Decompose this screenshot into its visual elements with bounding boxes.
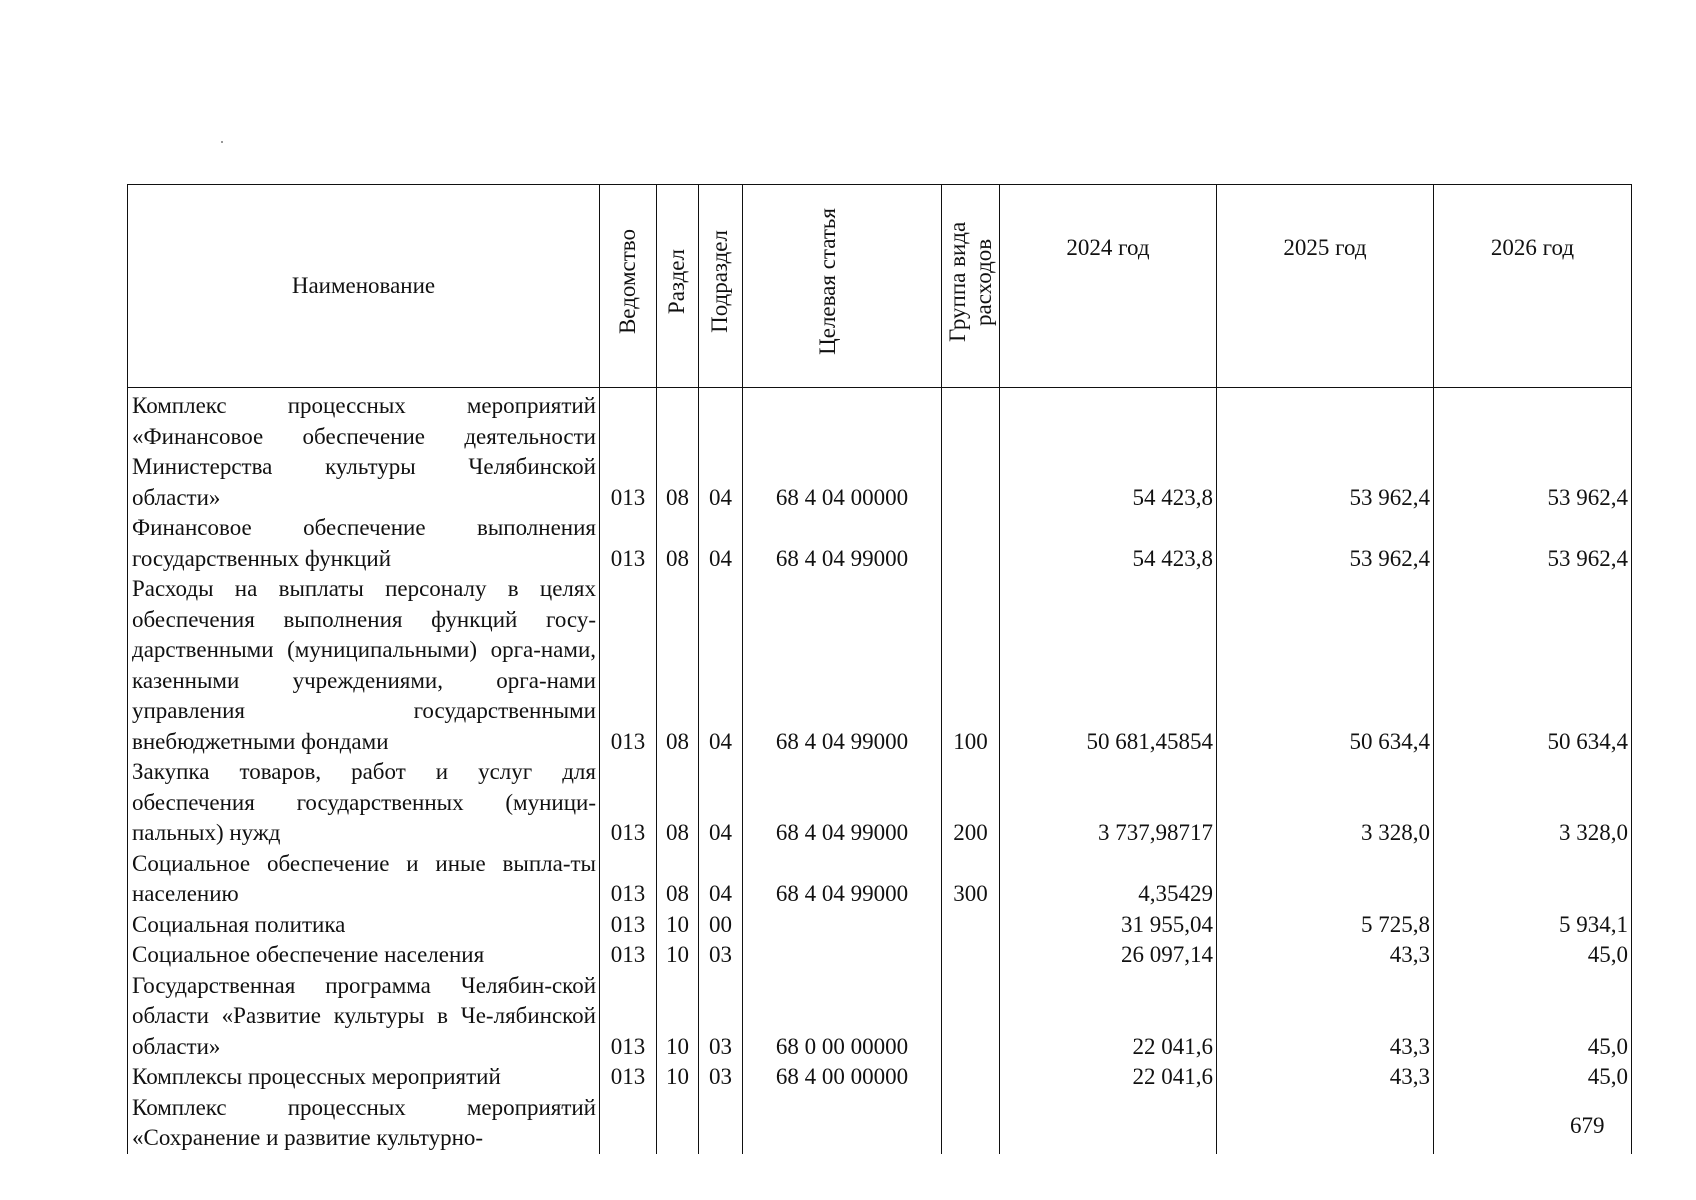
cell-2024: 3 737,98717 [1000, 757, 1217, 849]
cell-2026: 45,0 [1434, 940, 1632, 971]
cell-expense-group [942, 940, 1000, 971]
header-subsection: Подраздел [699, 185, 743, 388]
cell-2025: 53 962,4 [1217, 513, 1434, 574]
cell-ministry: 013 [600, 513, 657, 574]
cell-name: Комплекс процессных мероприятий «Сохранение и развитие культурно- [128, 1093, 600, 1154]
cell-name: Социальное обеспечение и иные выпла-ты населению [128, 849, 600, 910]
cell-ministry: 013 [600, 1062, 657, 1093]
cell-section: 08 [657, 513, 699, 574]
cell-target-article [743, 910, 942, 941]
table-row [128, 574, 1632, 757]
cell-subsection: 04 [699, 757, 743, 849]
table-row [128, 1093, 1632, 1154]
cell-2025 [1217, 1093, 1434, 1154]
cell-ministry: 013 [600, 757, 657, 849]
cell-ministry: 013 [600, 940, 657, 971]
cell-expense-group [942, 1062, 1000, 1093]
page-number: 679 [1570, 1113, 1605, 1138]
cell-section [657, 1093, 699, 1154]
cell-expense-group: 200 [942, 757, 1000, 849]
cell-subsection: 04 [699, 388, 743, 514]
cell-subsection [699, 1093, 743, 1154]
cell-2025: 43,3 [1217, 1062, 1434, 1093]
cell-subsection: 03 [699, 971, 743, 1063]
cell-expense-group: 300 [942, 849, 1000, 910]
cell-subsection: 04 [699, 574, 743, 757]
cell-section: 08 [657, 574, 699, 757]
cell-2025: 53 962,4 [1217, 388, 1434, 514]
cell-subsection: 00 [699, 910, 743, 941]
cell-name: Закупка товаров, работ и услуг для обеспечения государственных (муници-пальных) нужд [128, 757, 600, 849]
header-year-2026: 2026 год [1434, 185, 1632, 388]
table-body [128, 388, 1632, 1154]
cell-2026: 45,0 [1434, 1062, 1632, 1093]
cell-name: Расходы на выплаты персоналу в целях обеспечения выполнения функций госу-дарственными (муниципальными) орга-нами, казенными учреждениями, орга-нами управления государственными внебюджетными фондами [128, 574, 600, 757]
cell-section: 08 [657, 388, 699, 514]
cell-target-article: 68 4 04 99000 [743, 757, 942, 849]
cell-2024: 22 041,6 [1000, 1062, 1217, 1093]
table-row [128, 388, 1632, 514]
header-ministry: Ведомство [600, 185, 657, 388]
cell-2025: 43,3 [1217, 940, 1434, 971]
header-name: Наименование [128, 185, 600, 388]
cell-section: 10 [657, 971, 699, 1063]
cell-2025: 43,3 [1217, 971, 1434, 1063]
cell-expense-group [942, 388, 1000, 514]
table-header-row [128, 185, 1632, 388]
cell-2026 [1434, 849, 1632, 910]
cell-name: Комплексы процессных мероприятий [128, 1062, 600, 1093]
cell-2026: 53 962,4 [1434, 388, 1632, 514]
cell-target-article [743, 1093, 942, 1154]
cell-2025: 5 725,8 [1217, 910, 1434, 941]
cell-expense-group [942, 910, 1000, 941]
cell-section: 10 [657, 910, 699, 941]
table-row [128, 513, 1632, 574]
cell-2024: 22 041,6 [1000, 971, 1217, 1063]
cell-2024: 4,35429 [1000, 849, 1217, 910]
scan-speck [221, 141, 223, 143]
header-target-article: Целевая статья [743, 185, 942, 388]
header-year-2024: 2024 год [1000, 185, 1217, 388]
cell-2024: 50 681,45854 [1000, 574, 1217, 757]
cell-target-article: 68 0 00 00000 [743, 971, 942, 1063]
header-year-2025: 2025 год [1217, 185, 1434, 388]
cell-subsection: 03 [699, 1062, 743, 1093]
cell-target-article: 68 4 04 99000 [743, 849, 942, 910]
cell-subsection: 03 [699, 940, 743, 971]
cell-target-article [743, 940, 942, 971]
cell-ministry: 013 [600, 971, 657, 1063]
cell-target-article: 68 4 04 00000 [743, 388, 942, 514]
cell-expense-group [942, 513, 1000, 574]
cell-subsection: 04 [699, 513, 743, 574]
table-row [128, 1062, 1632, 1093]
header-section: Раздел [657, 185, 699, 388]
cell-expense-group: 100 [942, 574, 1000, 757]
cell-2024: 31 955,04 [1000, 910, 1217, 941]
cell-ministry: 013 [600, 574, 657, 757]
cell-name: Социальная политика [128, 910, 600, 941]
budget-table [127, 184, 1632, 1154]
table-row [128, 971, 1632, 1063]
cell-2026: 50 634,4 [1434, 574, 1632, 757]
cell-section: 10 [657, 1062, 699, 1093]
cell-name: Комплекс процессных мероприятий «Финансовое обеспечение деятельности Министерства культуры Челябинской области» [128, 388, 600, 514]
cell-ministry: 013 [600, 910, 657, 941]
cell-target-article: 68 4 00 00000 [743, 1062, 942, 1093]
cell-expense-group [942, 971, 1000, 1063]
cell-target-article: 68 4 04 99000 [743, 513, 942, 574]
cell-name: Финансовое обеспечение выполнения государственных функций [128, 513, 600, 574]
table-row [128, 910, 1632, 941]
table-row [128, 849, 1632, 910]
cell-ministry: 013 [600, 849, 657, 910]
cell-2024: 54 423,8 [1000, 388, 1217, 514]
cell-ministry [600, 1093, 657, 1154]
cell-section: 08 [657, 757, 699, 849]
cell-section: 08 [657, 849, 699, 910]
cell-2026: 3 328,0 [1434, 757, 1632, 849]
cell-2026: 45,0 [1434, 971, 1632, 1063]
cell-name: Социальное обеспечение населения [128, 940, 600, 971]
cell-2024: 26 097,14 [1000, 940, 1217, 971]
cell-2026: 53 962,4 [1434, 513, 1632, 574]
cell-ministry: 013 [600, 388, 657, 514]
cell-2024: 54 423,8 [1000, 513, 1217, 574]
cell-2026: 5 934,1 [1434, 910, 1632, 941]
table-row [128, 940, 1632, 971]
cell-name: Государственная программа Челябин-ской области «Развитие культуры в Че-лябинской области» [128, 971, 600, 1063]
cell-expense-group [942, 1093, 1000, 1154]
cell-subsection: 04 [699, 849, 743, 910]
cell-target-article: 68 4 04 99000 [743, 574, 942, 757]
table-row [128, 757, 1632, 849]
cell-section: 10 [657, 940, 699, 971]
cell-2024 [1000, 1093, 1217, 1154]
cell-2025 [1217, 849, 1434, 910]
cell-2025: 50 634,4 [1217, 574, 1434, 757]
cell-2025: 3 328,0 [1217, 757, 1434, 849]
header-expense-group: Группа вида расходов [942, 185, 1000, 388]
